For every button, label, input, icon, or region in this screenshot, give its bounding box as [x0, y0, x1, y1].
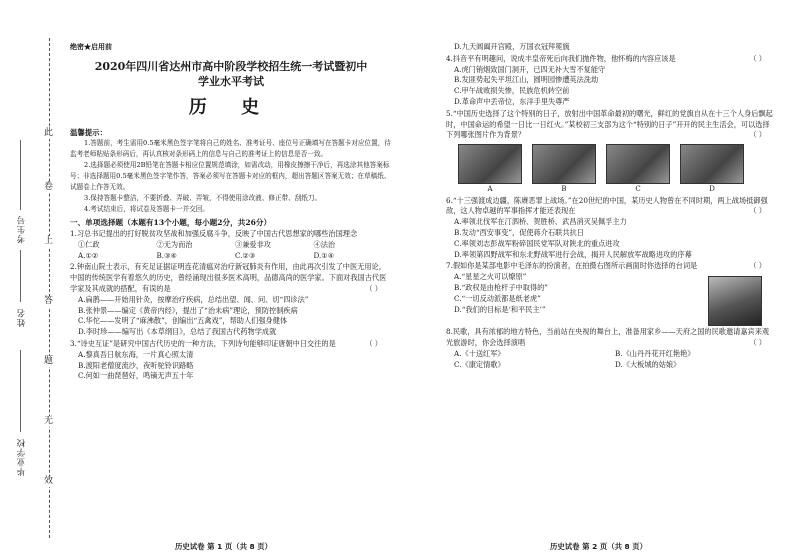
- binding-gutter: [0, 0, 68, 560]
- cut-char: 无: [44, 416, 54, 426]
- field-exam-number: 考生号: [17, 215, 27, 244]
- option: D.《大板城的姑娘》: [615, 359, 681, 369]
- photo-labels: [458, 184, 776, 195]
- option: D.李时珍——编写出《本草纲目》，总结了我国古代药物学成就: [78, 327, 277, 337]
- cut-char: 此: [44, 128, 54, 138]
- page-footer: 历史试卷 第 1 页（共 8 页）: [175, 542, 273, 551]
- tip-item: 4.考试结束后，将试卷及答题卡一并交回。: [84, 204, 209, 213]
- cut-line: [49, 38, 50, 538]
- cut-char: 题: [44, 356, 54, 366]
- question-3: [70, 339, 392, 382]
- stem-text: 8.民歌，具有浓郁的地方特色，当前站在央视的舞台上，准备用家乡——天府之国的民歌邀请嘉宾来观光旅游时，你会选择演唱: [446, 327, 770, 348]
- exam-title: [70, 59, 392, 91]
- question-stem: [70, 262, 392, 294]
- field-line: [20, 250, 21, 302]
- answer-choices: [70, 251, 392, 262]
- photo-row: [458, 144, 776, 184]
- field-name: 姓名: [17, 308, 27, 327]
- stem-text: 3.“诗史互证”是研究中国古代历史的一种方法，下列诗句能够印证唐朝中日交往的是: [70, 338, 336, 348]
- historical-photo: [532, 144, 596, 184]
- historical-photo: [606, 144, 670, 184]
- cut-char: 卷: [44, 182, 54, 192]
- question-stem: 1.习总书记提出的打好脱贫攻坚战和加强反腐斗争，反映了中国古代思想家的哪些治国理念: [70, 229, 358, 238]
- question-5: [446, 109, 776, 195]
- field-line: [20, 350, 21, 432]
- stem-text: 4.抖音平有明趣问，说成丰皇帝死后向我们抛件物，他怀梅的内容应该是: [446, 53, 676, 63]
- question-options: [446, 349, 776, 360]
- option: D.“我们的目标是‘和平民主’”: [454, 304, 546, 314]
- right-content: [446, 42, 776, 370]
- option: B.《山丹丹花开红艳艳》: [615, 348, 695, 358]
- photo-label: D: [709, 185, 715, 194]
- q7-options: [446, 272, 708, 326]
- option: C.甲午战败损失惨，民族危机转空前: [454, 86, 570, 96]
- option: A.扁鹊——开始用针灸，按摩治疗疾病，总结出望、闻、问、切“四诊法”: [78, 294, 309, 304]
- tips-heading: 温馨提示：: [70, 128, 107, 138]
- stem-text: 2.钟南山院士表示，有充足证据证明连花清瘟对治疗新冠肺炎有作用，由此再次引发了中医无用论，中国的传统医学有着悠久的历史，曾经涌现出很多医术高明，品德高尚的医学家。下面对我国古代医学家及其成就的搭配，有误的是: [70, 262, 387, 293]
- question-stem: [70, 339, 392, 350]
- option: ①仁政: [78, 239, 100, 249]
- title-line: 2020年四川省达州市高中阶段学校招生统一考试暨初中: [94, 59, 368, 73]
- title-line: 学业水平考试: [198, 75, 264, 89]
- question-6: [446, 196, 776, 261]
- question-stem: [446, 261, 776, 272]
- stem-text: 6.“十三强渡成边疆，陈赓恶罪上战场。”在20世纪的中国，某历史人物曾在不同时期，两上战场抵御强敌，这人物卓越的军事指挥才能还表现在: [446, 195, 768, 216]
- option: C.《康定情歌》: [454, 359, 505, 369]
- answer-paren: （ ）: [365, 283, 382, 293]
- answer-paren: （ ）: [749, 261, 766, 271]
- section-heading: 一、单项选择题（本题有13个小题，每小题2分，共26分）: [70, 217, 272, 227]
- question-1: [70, 229, 392, 261]
- option: B.“政权是由枪杆子中取得的”: [454, 283, 548, 293]
- question-stem: [446, 327, 776, 349]
- stem-text: 7.假如你是某部电影中毛泽东的扮演者，在拍摄右图所示画面时你选择的台词是: [446, 261, 698, 271]
- exam-page-right: [420, 0, 794, 560]
- stem-text: 5.“中国历史选择了这个特别的日子，放射出中国革命最初的曙光，鲜红的党旗自从在十三个人身后飘起时，中国命运的希望一日比一日红火。”某校初三支部为这个“特别的日子”开开的民主生活会，可以选择下列哪张图片作为背景？: [446, 108, 773, 140]
- field-school: 毕业学校: [17, 438, 27, 476]
- photo-label: C: [635, 185, 641, 194]
- answer-paren: （ ）: [365, 338, 382, 348]
- option: A.“星星之火可以燎原”: [454, 272, 527, 282]
- subject-title: 历 史: [188, 97, 274, 119]
- answer-paren: （ ）: [749, 338, 766, 348]
- question-stem: [446, 54, 776, 65]
- option: B.发动“西安事变”，促使蒋介石联共抗日: [454, 228, 584, 238]
- q7-body: [446, 272, 776, 326]
- option: C.“一切反动派都是纸老虎”: [454, 293, 541, 303]
- portrait-photo: [708, 276, 762, 326]
- question-8: [446, 327, 776, 370]
- cut-char: 效: [44, 476, 54, 486]
- option: C.率领刘志彭战军粉碎国民党军队对陕北的重点进攻: [454, 238, 620, 248]
- option: D.革命声中丢帝位，东洋手里失尊严: [454, 96, 570, 106]
- option: B.发匪势起失平坦江山，圆明园惨遭英法洗劫: [454, 75, 599, 85]
- historical-photo: [680, 144, 744, 184]
- answer-paren: （ ）: [749, 130, 766, 140]
- question-options: [70, 240, 392, 251]
- question-7: [446, 261, 776, 326]
- option: A.虎门销烟致国门洞开，已四无补大雪不复能守: [454, 64, 606, 74]
- answer-choice: C.②③: [235, 250, 256, 260]
- tip-item: 2.选择题必须使用2B铅笔在答题卡相应位置规范填涂，如需改动，用橡皮擦擦干净后，再选涂其他答案标号；非选择题用0.5毫米黑色签字笔作答，答案必须写在答题卡对应的框内，超出答题区答案无效；在草稿纸、试题卷上作答无效。: [70, 161, 391, 191]
- option: D.率领第四野战军和东北野战军进行会战，揭开人民解放军战略进攻的序幕: [454, 249, 692, 259]
- page-footer: 历史试卷 第 2 页（共 8 页）: [550, 542, 648, 551]
- option: ④法治: [313, 239, 336, 249]
- question-2: [70, 262, 392, 338]
- answer-choice: D.①④: [313, 250, 335, 260]
- option: ②无为而治: [156, 239, 193, 249]
- field-line: [20, 140, 21, 210]
- secret-label: 绝密★启用前: [70, 42, 112, 51]
- option: C.何如一曲琵琶好，鸣镝无声五十年: [78, 371, 194, 381]
- answer-paren: （ ）: [749, 53, 766, 63]
- option: A.率领北伐军在汀泗桥、贺胜桥、武昌消灭吴佩孚主力: [454, 217, 627, 227]
- option: C.华佗——发明了“麻沸散”，创编出“五禽戏”，帮助人们强身健体: [78, 316, 288, 326]
- photo-label: A: [487, 185, 493, 194]
- answer-paren: （ ）: [749, 206, 766, 216]
- question-stem: [446, 196, 776, 218]
- cut-char: 答: [44, 296, 54, 306]
- left-content: [70, 42, 392, 382]
- answer-choice: A.①②: [78, 250, 99, 260]
- option: ③兼爱非攻: [235, 239, 271, 249]
- tip-item: 3.保持答题卡整洁，不要折叠、弄破、弄皱，不得使用涂改液、修正带、刮纸刀。: [84, 193, 322, 202]
- tip-item: 1.答题前，考生需用0.5毫米黑色签字笔将自己的姓名、准考证号、座位号正确填写在答题卡对应位置，待监考老师粘贴条形码后，再认真核对条形码上的信息与自己的准考证上的信息是否一致。: [70, 139, 391, 159]
- option: A.《十送红军》: [454, 348, 505, 358]
- question-stem: [446, 109, 776, 141]
- answer-choice: B.③④: [156, 250, 177, 260]
- question-4: [446, 54, 776, 108]
- photo-label: B: [561, 185, 567, 194]
- option: A.黎真吾日航东海，一片真心照太清: [78, 349, 194, 359]
- option: B.渡阳老僧度流沙，夜听驼铃识路略: [78, 360, 194, 370]
- option: D.九天阊阖开宫殿，万国衣冠拜冕旒: [454, 42, 570, 51]
- cut-char: 上: [44, 236, 54, 246]
- question-options: [446, 360, 776, 371]
- option: B.张仲景——编定《黄帝内经》，提出了“治未病”理论，预防控制疾病: [78, 305, 298, 315]
- historical-photo: [458, 144, 522, 184]
